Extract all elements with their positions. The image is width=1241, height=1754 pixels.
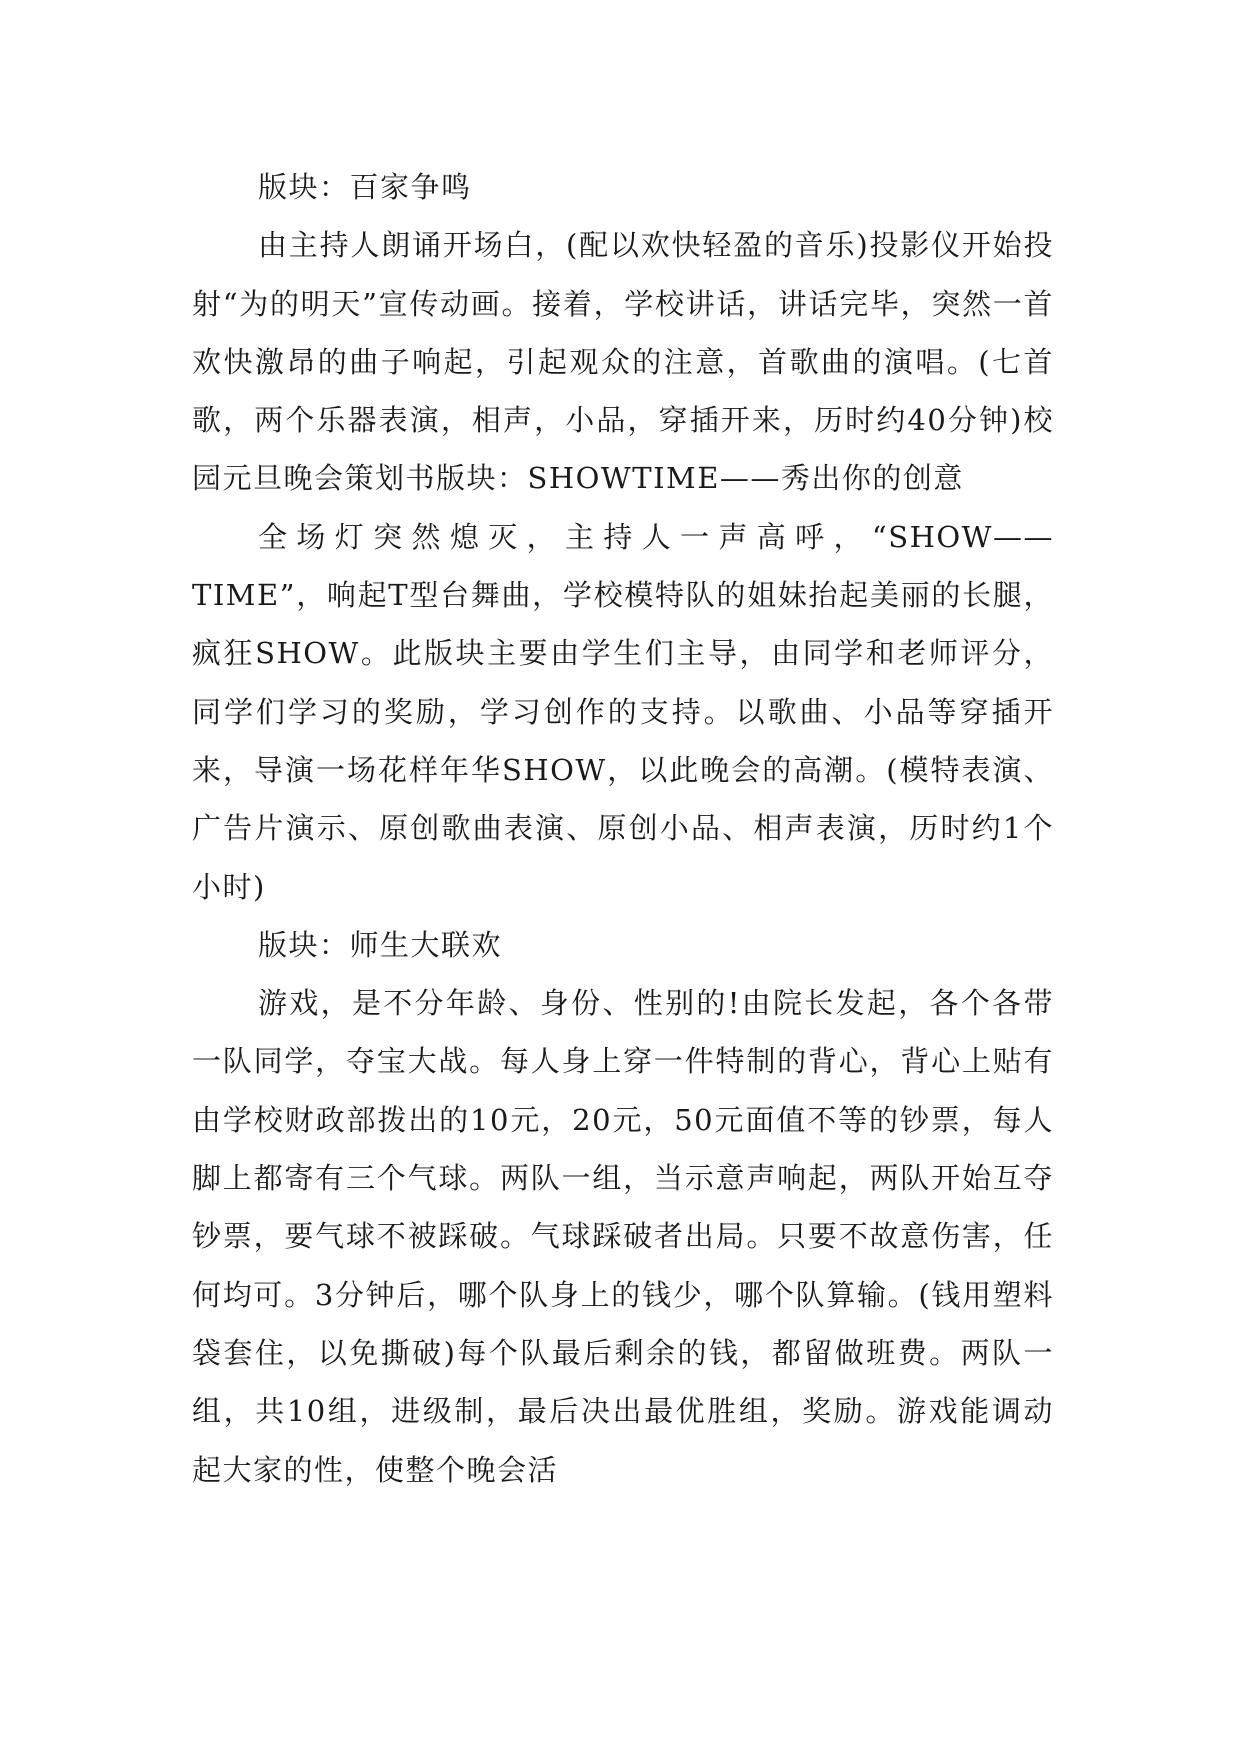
body-paragraph-opening: 由主持人朗诵开场白，(配以欢快轻盈的音乐)投影仪开始投射“为的明天”宣传动画。接着，学校讲话，讲话完毕，突然一首欢快激昂的曲子响起，引起观众的注意，首歌曲的演唱。(七首歌，两个乐器表演，相声，小品，穿插开来，历时约40分钟)校园元旦晚会策划书版块：SHOWTIME——秀出你的创意: [192, 228, 1054, 496]
section-heading-lianhuan: 版块：师生大联欢: [258, 927, 503, 962]
body-paragraph-showtime: 全场灯突然熄灭，主持人一声高呼，“SHOW——TIME”，响起T型台舞曲，学校模特队的姐妹抬起美丽的长腿，疯狂SHOW。此版块主要由学生们主导，由同学和老师评分，同学们学习的奖励，学习创作的支持。以歌曲、小品等穿插开来，导演一场花样年华SHOW，以此晚会的高潮。(模特表演、广告片演示、原创歌曲表演、原创小品、相声表演，历时约1个小时): [192, 519, 1054, 904]
document-page: [192, 158, 1054, 1499]
section-heading-baijia: 版块：百家争鸣: [258, 170, 472, 204]
body-paragraph-game: 游戏，是不分年龄、身份、性别的!由院长发起，各个各带一队同学，夺宝大战。每人身上穿一件特制的背心，背心上贴有由学校财政部拨出的10元，20元，50元面值不等的钞票，每人脚上都寄有三个气球。两队一组，当示意声响起，两队开始互夺钞票，要气球不被踩破。气球踩破者出局。只要不故意伤害，任何均可。3分钟后，哪个队身上的钱少，哪个队算输。(钱用塑料袋套住，以免撕破)每个队最后剩余的钱，都留做班费。两队一组，共10组，进级制，最后决出最优胜组，奖励。游戏能调动起大家的性，使整个晚会活: [192, 986, 1054, 1487]
